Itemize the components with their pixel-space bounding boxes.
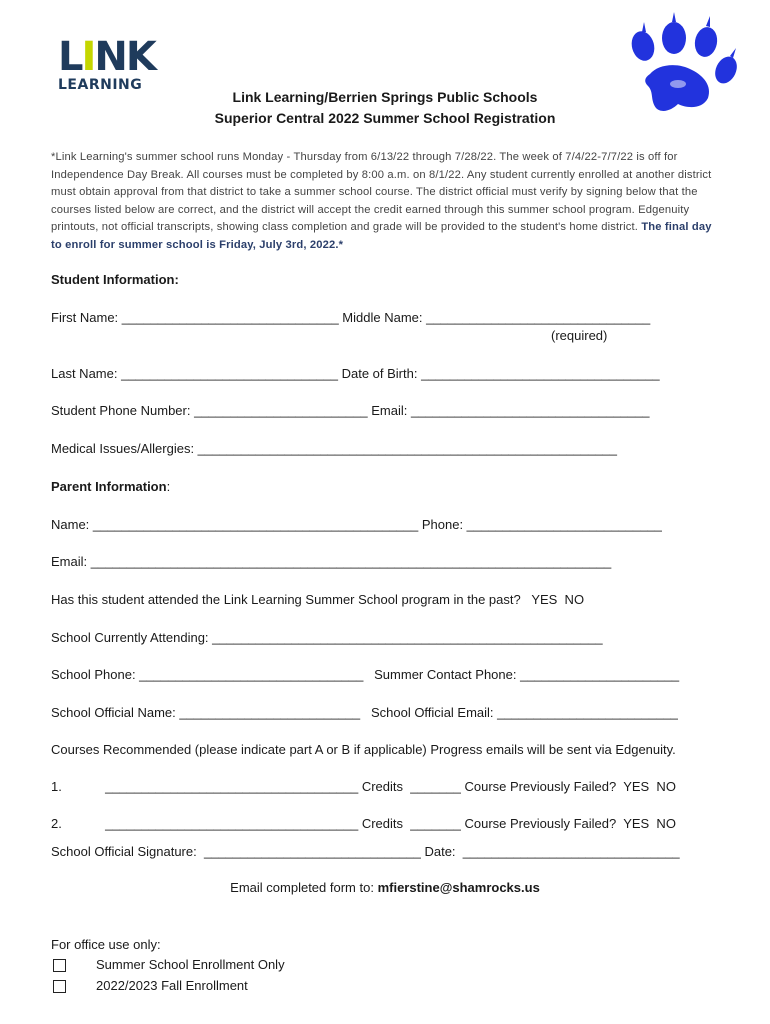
medical-issues-field[interactable]: Medical Issues/Allergies: __________________________________________________________ bbox=[51, 441, 618, 456]
student-name-fields[interactable]: First Name: ______________________________ Middle Name: _______________________________ bbox=[51, 310, 651, 325]
submit-instructions: Email completed form to: mfierstine@shamrocks.us bbox=[230, 880, 540, 895]
submit-email-link[interactable]: mfierstine@shamrocks.us bbox=[377, 880, 540, 895]
course-row-1[interactable]: 1. ___________________________________ Credits _______ Course Previously Failed? YES NO bbox=[51, 779, 676, 794]
school-attending-field[interactable]: School Currently Attending: ______________________________________________________ bbox=[51, 630, 603, 645]
fall-enrollment-label: 2022/2023 Fall Enrollment bbox=[96, 978, 248, 993]
parent-name-phone-fields[interactable]: Name: _____________________________________________ Phone: ___________________________ bbox=[51, 517, 662, 532]
attended-before-question[interactable]: Has this student attended the Link Learning Summer School program in the past? YES NO bbox=[51, 592, 585, 607]
student-info-heading: Student Information: bbox=[51, 272, 179, 287]
middle-name-required-hint: (required) bbox=[551, 328, 608, 343]
signature-date-fields[interactable]: School Official Signature: ______________________________ Date: ______________________________ bbox=[51, 844, 680, 859]
notice-body: *Link Learning's summer school runs Monday - Thursday from 6/13/22 through 7/28/22. The week of 7/4/22-7/7/22 is off for Independence Day Break. All courses must be completed by 8:00 a.m. on 8/1/22. Any student currently enrolled at another district must obtain approval from that district to take a summer school course. The district official must verify by signing below that the courses listed below are correct, and the district will accept the credit earned through this summer school program. Edgenuity printouts, not official transcripts, showing class completion and grade will be provided to the student's home district. bbox=[51, 151, 712, 234]
course-row-2[interactable]: 2. ___________________________________ Credits _______ Course Previously Failed? YES NO bbox=[51, 816, 676, 831]
summer-school-notice bbox=[51, 149, 723, 255]
parent-email-field[interactable]: Email: ________________________________________________________________________ bbox=[51, 554, 612, 569]
summer-only-checkbox[interactable] bbox=[53, 959, 66, 972]
enrollment-deadline: The final day to enroll for summer school is Friday, July 3rd, 2022.* bbox=[51, 221, 712, 251]
office-use-heading: For office use only: bbox=[51, 937, 161, 952]
logo-wordmark: LINK bbox=[58, 34, 155, 80]
last-name-dob-fields[interactable]: Last Name: ______________________________ Date of Birth: _________________________________ bbox=[51, 366, 660, 381]
logo-subtitle: LEARNING bbox=[58, 77, 143, 93]
school-phone-fields[interactable]: School Phone: _______________________________ Summer Contact Phone: ______________________ bbox=[51, 667, 680, 682]
student-phone-email-fields[interactable]: Student Phone Number: ________________________ Email: _________________________________ bbox=[51, 403, 650, 418]
form-title-line-2: Superior Central 2022 Summer School Registration bbox=[214, 110, 556, 126]
link-learning-logo bbox=[58, 34, 155, 93]
parent-info-heading: Parent Information: bbox=[51, 479, 171, 494]
summer-only-label: Summer School Enrollment Only bbox=[96, 957, 285, 972]
courses-recommended-label: Courses Recommended (please indicate part A or B if applicable) Progress emails will be sent via Edgenuity. bbox=[51, 742, 676, 757]
form-title-line-1: Link Learning/Berrien Springs Public Schools bbox=[232, 89, 538, 105]
school-official-fields[interactable]: School Official Name: _________________________ School Official Email: _________________________ bbox=[51, 705, 678, 720]
fall-enrollment-checkbox[interactable] bbox=[53, 980, 66, 993]
